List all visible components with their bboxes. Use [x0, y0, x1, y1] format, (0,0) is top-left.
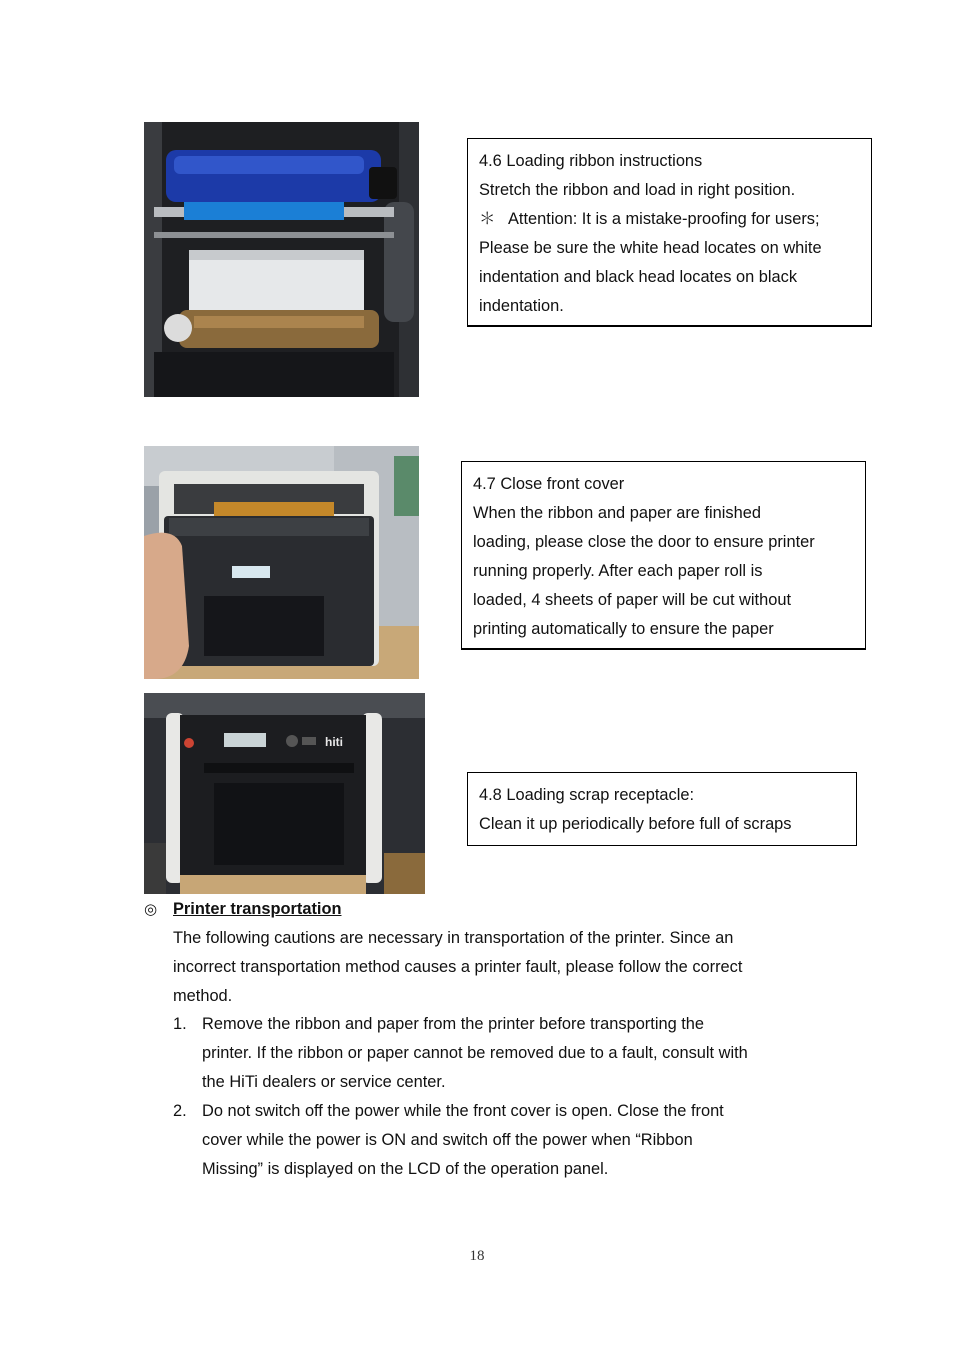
list-item-number: 2. — [173, 1102, 187, 1120]
transport-intro-line: method. — [173, 987, 233, 1005]
close-front-cover-photo — [144, 446, 419, 679]
section-4-6-line: indentation. — [479, 297, 564, 315]
section-4-6-box — [467, 138, 872, 327]
list-item-line: cover while the power is ON and switch off the power when “Ribbon — [202, 1131, 693, 1149]
list-item-line: printer. If the ribbon or paper cannot be removed due to a fault, consult with — [202, 1044, 748, 1062]
section-4-7-box — [461, 461, 866, 650]
hiti-logo: hiti — [325, 735, 343, 749]
list-item-line: Remove the ribbon and paper from the printer before transporting the — [202, 1015, 705, 1033]
list-item-number: 1. — [173, 1015, 187, 1033]
section-4-7-line: printing automatically to ensure the paper — [473, 620, 774, 638]
page-number: 18 — [469, 1248, 485, 1264]
section-4-8-box — [467, 772, 857, 846]
transport-heading — [144, 897, 341, 921]
section-4-7-title: 4.7 Close front cover — [473, 475, 625, 493]
section-4-8-line: Clean it up periodically before full of scraps — [479, 815, 792, 833]
section-4-6-line: Stretch the ribbon and load in right position. — [479, 181, 796, 199]
list-item-line: Do not switch off the power while the front cover is open. Close the front — [202, 1102, 724, 1120]
printer-front-photo — [144, 693, 425, 894]
transport-intro — [173, 924, 823, 1011]
section-4-8-title: 4.8 Loading scrap receptacle: — [479, 786, 695, 804]
section-4-6-line: Attention: It is a mistake-proofing for users; — [508, 210, 820, 228]
section-4-7-line: loaded, 4 sheets of paper will be cut without — [473, 591, 791, 609]
double-circle-icon: ◎ — [144, 900, 158, 918]
section-4-7-line: running properly. After each paper roll is — [473, 562, 763, 580]
ribbon-loading-photo — [144, 122, 419, 397]
section-4-6-attention — [479, 205, 860, 234]
section-4-6-line: Please be sure the white head locates on white — [479, 239, 822, 257]
section-4-7-line: loading, please close the door to ensure printer — [473, 533, 815, 551]
asterisk-icon: ＊ — [479, 210, 496, 228]
list-item-line: Missing” is displayed on the LCD of the operation panel. — [202, 1160, 609, 1178]
section-4-7-line: When the ribbon and paper are finished — [473, 504, 761, 522]
list-item — [173, 1097, 833, 1184]
list-item-line: the HiTi dealers or service center. — [202, 1073, 446, 1091]
transport-list — [173, 1010, 833, 1184]
section-4-6-line: indentation and black head locates on black — [479, 268, 798, 286]
list-item — [173, 1010, 833, 1097]
section-4-6-title: 4.6 Loading ribbon instructions — [479, 152, 703, 170]
transport-intro-line: The following cautions are necessary in transportation of the printer. Since an — [173, 929, 734, 947]
transport-title: Printer transportation — [173, 900, 342, 918]
transport-intro-line: incorrect transportation method causes a printer fault, please follow the correct — [173, 958, 743, 976]
